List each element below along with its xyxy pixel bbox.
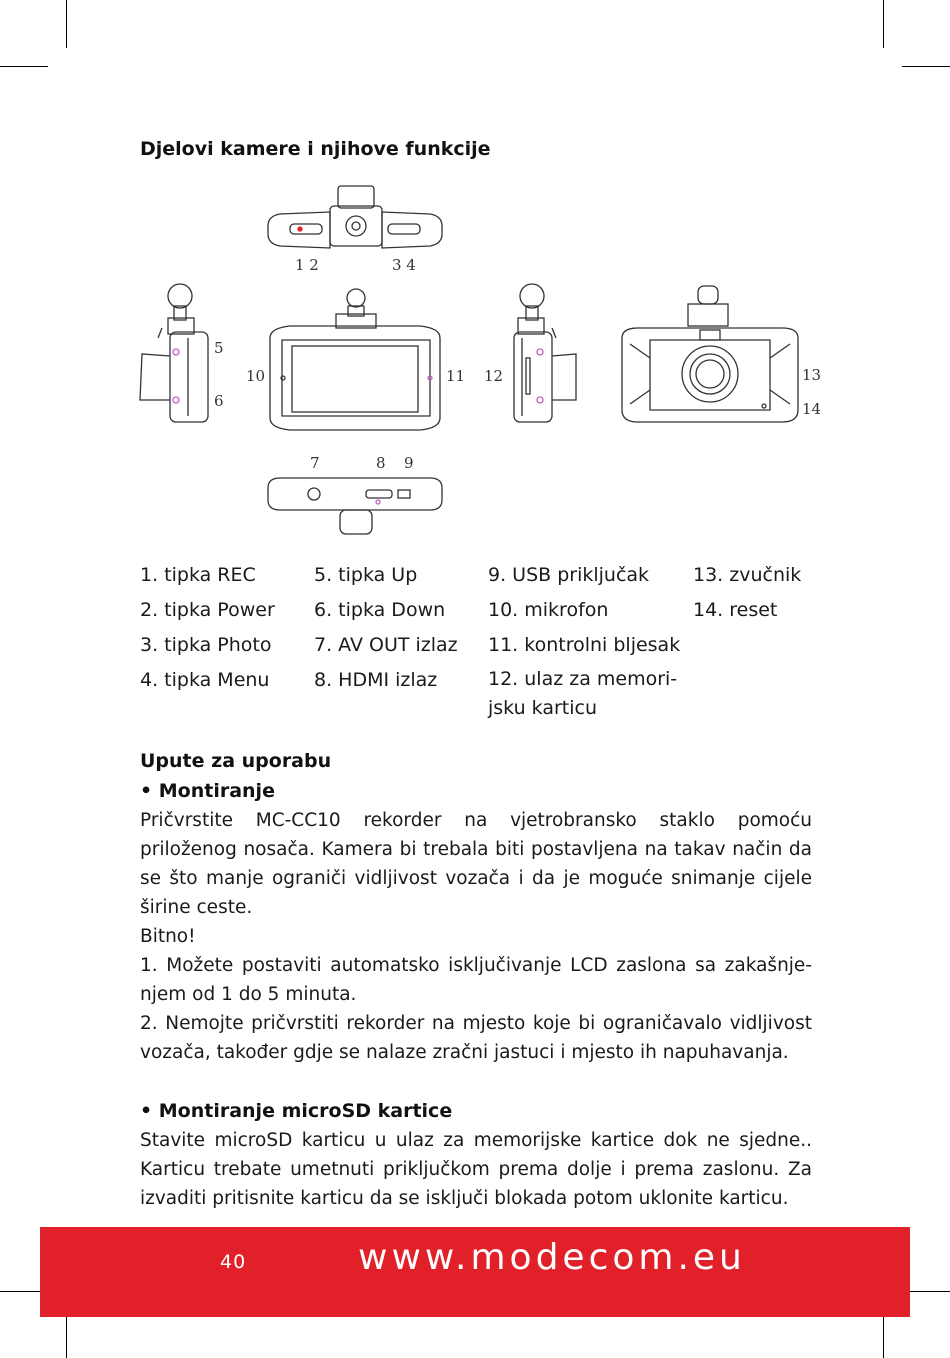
instructions-heading: Upute za uporabu [140, 750, 332, 772]
mounting-heading: • Montiranje [140, 780, 275, 802]
label-8: 8 [376, 454, 386, 472]
label-12: 12 [484, 367, 504, 385]
microsd-text: Stavite microSD karticu u ulaz za memorijske kartice dok ne sjedne.. Karticu trebate umetnuti priključkom prema dolje i prema zaslonu. Za izvaditi pritisnite karticu da se isključi blokada potom uklonite karticu. [140, 1130, 812, 1209]
label-10: 10 [246, 367, 266, 385]
page-title: Djelovi kamere i njihove funkcije [140, 138, 491, 160]
camera-left-view [140, 284, 208, 422]
crop-mark [66, 0, 67, 48]
label-5: 5 [214, 339, 224, 357]
camera-right-view [514, 284, 576, 422]
note-2: 2. Nemojte pričvrstiti rekorder na mjesto koje bi ograničavalo vidljivost vozača, također gdje se nalaze zračni jastuci i mjesto ih napuhavanja. [140, 1013, 812, 1063]
website-link[interactable]: www.modecom.eu [358, 1237, 746, 1278]
part-item: 3. tipka Photo [140, 634, 272, 656]
label-9: 9 [404, 454, 414, 472]
part-item: 6. tipka Down [314, 599, 446, 621]
part-item: 12. ulaz za memori-jsku karticu [488, 668, 678, 719]
parts-column-4 [693, 560, 801, 630]
diagram-labels [214, 256, 821, 472]
label-14: 14 [802, 400, 822, 418]
label-13: 13 [802, 366, 822, 384]
crop-mark [883, 1310, 884, 1358]
part-item: 4. tipka Menu [140, 669, 270, 691]
label-1-2: 1 2 [295, 256, 319, 274]
page-number: 40 [220, 1251, 247, 1273]
part-item: 10. mikrofon [488, 599, 609, 621]
microsd-heading: • Montiranje microSD kartice [140, 1100, 453, 1122]
label-6: 6 [214, 392, 224, 410]
footer-bar [40, 1227, 910, 1317]
crop-mark [902, 66, 950, 67]
instructions [140, 746, 812, 1213]
part-item: 11. kontrolni bljesak [488, 634, 681, 656]
part-item: 2. tipka Power [140, 599, 275, 621]
parts-column-3 [488, 560, 688, 719]
label-11: 11 [446, 367, 466, 385]
camera-bottom-view [268, 478, 442, 534]
part-item: 14. reset [693, 599, 778, 621]
note-1: 1. Možete postaviti automatsko isključivanje LCD zaslona sa zakašnje-njem od 1 do 5 minuta. [140, 955, 812, 1005]
part-item: 13. zvučnik [693, 564, 802, 586]
label-3-4: 3 4 [392, 256, 416, 274]
mounting-text: Pričvrstite MC-CC10 rekorder na vjetrobransko staklo pomoću priloženog nosača. Kamera bi trebala biti postavljena na takav način da se što manje ograniči vidljivost vozača i da je moguće snimanje cijele širine ceste. [140, 810, 812, 918]
parts-column-1 [140, 560, 275, 700]
camera-parts-diagram [130, 178, 830, 548]
part-item: 8. HDMI izlaz [314, 669, 438, 691]
part-item: 1. tipka REC [140, 564, 256, 586]
important-label: Bitno! [140, 926, 196, 947]
part-item: 7. AV OUT izlaz [314, 634, 458, 656]
parts-column-2 [314, 560, 458, 700]
label-7: 7 [310, 454, 320, 472]
camera-back-view [622, 286, 798, 422]
part-item: 5. tipka Up [314, 564, 418, 586]
crop-mark [883, 0, 884, 48]
camera-front-view [270, 289, 440, 430]
camera-top-view [268, 186, 442, 248]
crop-mark [66, 1310, 67, 1358]
part-item: 9. USB priključak [488, 564, 650, 586]
crop-mark [0, 66, 48, 67]
